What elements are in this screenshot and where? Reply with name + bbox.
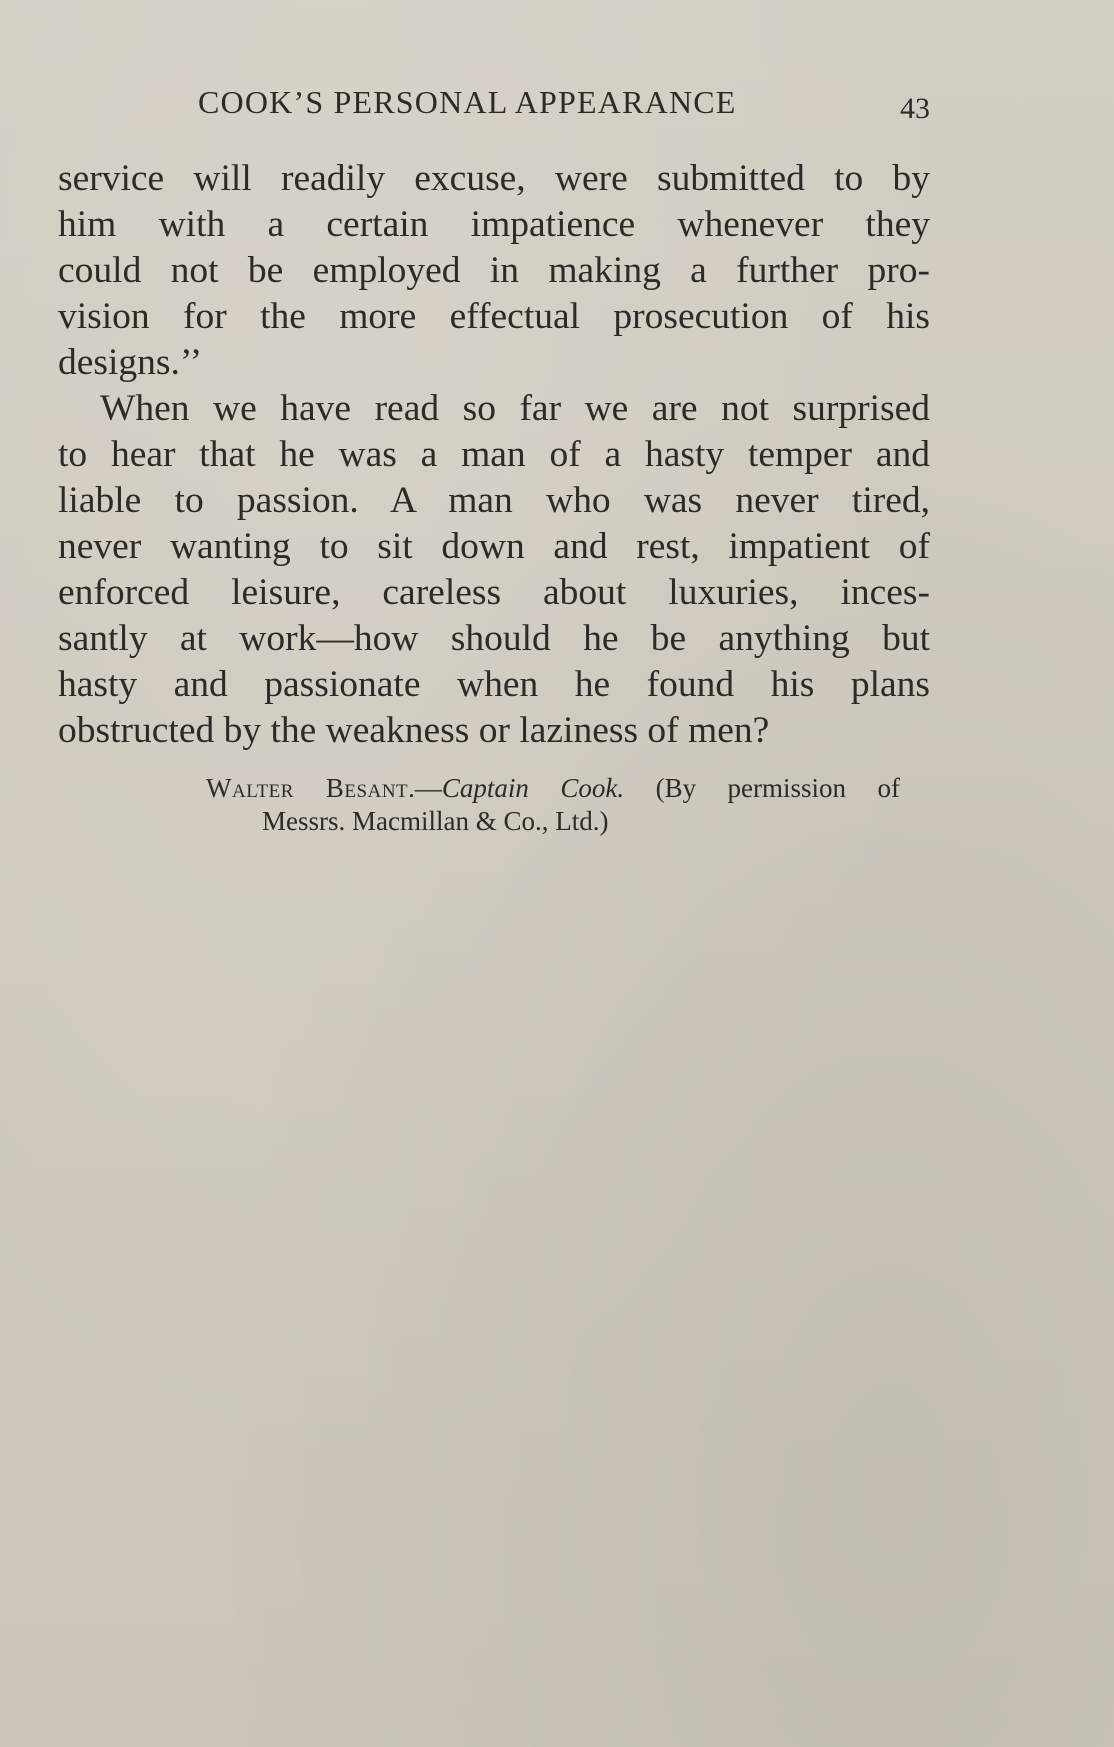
body-text <box>58 156 930 754</box>
page-header <box>60 84 930 124</box>
text-line: santly at work—how should he be anything but <box>58 618 930 659</box>
author-name: Walter Besant <box>206 773 409 803</box>
text-line: service will readily excuse, were submitted to by <box>58 158 930 199</box>
text-line: enforced leisure, careless about luxuries, inces- <box>58 572 930 613</box>
permission-note: (By permission of <box>655 773 900 803</box>
text-line: never wanting to sit down and rest, impatient of <box>58 526 930 567</box>
permission-note-continued: Messrs. Macmillan & Co., Ltd.) <box>262 806 609 836</box>
attribution-line <box>206 772 900 805</box>
attribution <box>206 772 900 838</box>
text-line: him with a certain impatience whenever they <box>58 204 930 245</box>
text-line: obstructed by the weakness or laziness of men? <box>58 710 770 751</box>
running-head: COOK’S PERSONAL APPEARANCE <box>198 84 737 120</box>
text-line: liable to passion. A man who was never tired, <box>58 480 930 521</box>
page-number: 43 <box>900 92 930 125</box>
attribution-dash: .— <box>408 773 442 803</box>
work-title: Captain Cook. <box>441 773 625 803</box>
text-line: designs.’’ <box>58 342 203 383</box>
text-line: vision for the more effectual prosecution of his <box>58 296 930 337</box>
text-line: hasty and passionate when he found his plans <box>58 664 930 705</box>
text-line: to hear that he was a man of a hasty temper and <box>58 434 930 475</box>
paragraph-first-line: When we have read so far we are not surprised <box>100 388 930 429</box>
text-line: could not be employed in making a further pro- <box>58 250 930 291</box>
